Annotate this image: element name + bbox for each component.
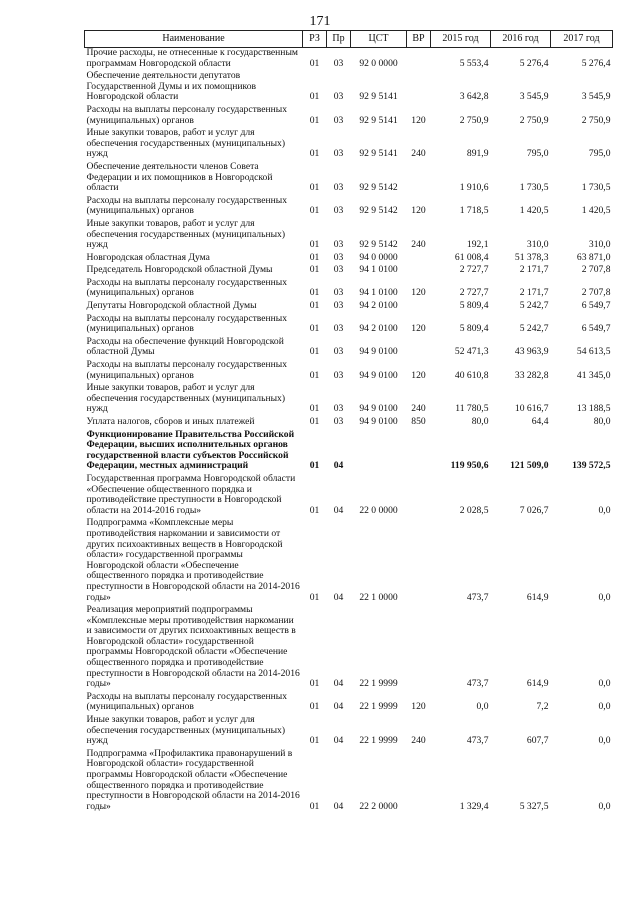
row-vr: 240 bbox=[411, 735, 426, 747]
row-rz: 01 bbox=[309, 403, 320, 415]
row-2017: 63 871,0 bbox=[576, 251, 611, 263]
row-rz: 01 bbox=[309, 239, 320, 251]
row-2016: 5 276,4 bbox=[519, 57, 549, 69]
row-name: Иные закупки товаров, работ и услуг для обеспечения государственных (муниципальных) нужд bbox=[86, 217, 286, 251]
row-rz: 01 bbox=[309, 369, 320, 381]
row-rz: 01 bbox=[309, 735, 320, 747]
row-2017: 80,0 bbox=[593, 416, 611, 427]
row-2016: 607,7 bbox=[526, 735, 549, 747]
table-row bbox=[85, 518, 613, 605]
row-pr: 03 bbox=[333, 416, 344, 427]
row-pr: 03 bbox=[333, 323, 344, 335]
row-pr: 03 bbox=[333, 91, 344, 103]
table-row bbox=[85, 692, 613, 715]
row-rz: 01 bbox=[309, 346, 320, 358]
row-pr: 04 bbox=[333, 591, 344, 603]
row-2015: 52 471,3 bbox=[454, 346, 489, 358]
row-pr: 03 bbox=[333, 369, 344, 381]
row-pr: 04 bbox=[333, 735, 344, 747]
row-2015: 40 610,8 bbox=[454, 369, 489, 381]
row-vr: 120 bbox=[411, 701, 426, 713]
row-2017: 6 549,7 bbox=[581, 323, 611, 335]
table-row bbox=[85, 301, 613, 314]
header-2017: 2017 год bbox=[551, 31, 613, 48]
row-2015: 119 950,6 bbox=[450, 460, 489, 472]
table-row bbox=[85, 196, 613, 219]
row-pr: 04 bbox=[333, 678, 344, 690]
row-2016: 310,0 bbox=[526, 239, 549, 251]
row-pr: 03 bbox=[333, 114, 344, 126]
header-vr: ВР bbox=[407, 31, 431, 48]
row-2016: 614,9 bbox=[526, 591, 549, 603]
row-2015: 2 028,5 bbox=[459, 504, 489, 516]
row-vr: 240 bbox=[411, 403, 426, 415]
row-cst: 22 1 0000 bbox=[359, 591, 398, 603]
row-name: Расходы на обеспечение функций Новгородской областной Думы bbox=[86, 335, 284, 358]
row-name: Реализация мероприятий подпрограммы «Комплексные меры противодействия наркомании и зависимости от других психоактивных веществ в Новгородской области» государственной программы Новгородской области «Обеспечение общественного порядка и противодействие преступности в Новгородской области на 2014-2016 годы» bbox=[86, 604, 300, 690]
table-row bbox=[85, 474, 613, 518]
row-2016: 3 545,9 bbox=[519, 91, 549, 103]
row-vr bbox=[407, 337, 431, 360]
table-row bbox=[85, 48, 613, 72]
row-vr: 120 bbox=[411, 323, 426, 335]
row-cst: 94 1 0100 bbox=[359, 287, 398, 299]
row-name: Расходы на выплаты персоналу государственных (муниципальных) органов bbox=[86, 194, 288, 217]
row-2017: 139 572,5 bbox=[572, 460, 611, 472]
table-row bbox=[85, 360, 613, 383]
row-2017: 0,0 bbox=[598, 800, 611, 812]
row-2015: 1 718,5 bbox=[459, 205, 489, 217]
row-vr bbox=[407, 749, 431, 815]
row-pr: 03 bbox=[333, 264, 344, 276]
row-2015: 5 809,4 bbox=[459, 300, 489, 312]
row-2017: 795,0 bbox=[588, 148, 611, 160]
row-2016: 5 242,7 bbox=[519, 300, 549, 312]
header-pr: Пр bbox=[327, 31, 351, 48]
row-2015: 473,7 bbox=[466, 735, 489, 747]
row-name: Обеспечение деятельности членов Совета Федерации и их помощников в Новгородской области bbox=[86, 160, 273, 194]
row-2015: 1 910,6 bbox=[459, 182, 489, 194]
row-vr bbox=[407, 518, 431, 605]
row-vr bbox=[407, 253, 431, 266]
table-body bbox=[85, 48, 613, 815]
row-rz: 01 bbox=[309, 264, 320, 276]
row-2017: 2 750,9 bbox=[581, 114, 611, 126]
row-pr: 03 bbox=[333, 205, 344, 217]
row-2017: 1 730,5 bbox=[581, 182, 611, 194]
row-name: Расходы на выплаты персоналу государственных (муниципальных) органов bbox=[86, 359, 288, 381]
table-row bbox=[85, 71, 613, 105]
row-pr: 03 bbox=[333, 251, 344, 263]
row-2016: 121 509,0 bbox=[510, 460, 549, 472]
row-2015: 3 642,8 bbox=[459, 91, 489, 103]
row-cst: 94 1 0100 bbox=[359, 264, 398, 276]
row-2015: 192,1 bbox=[466, 239, 489, 251]
row-rz: 01 bbox=[309, 701, 320, 713]
row-name: Депутаты Новгородской областной Думы bbox=[86, 300, 257, 312]
table-row bbox=[85, 605, 613, 692]
row-name: Обеспечение деятельности депутатов Государственной Думы и их помощников Новгородской области bbox=[86, 70, 257, 103]
table-row bbox=[85, 219, 613, 253]
row-2016: 2 171,7 bbox=[519, 264, 549, 276]
row-2015: 5 553,4 bbox=[459, 57, 489, 69]
row-cst: 22 1 9999 bbox=[359, 678, 398, 690]
row-vr: 120 bbox=[411, 205, 426, 217]
row-2017: 2 707,8 bbox=[581, 264, 611, 276]
header-name: Наименование bbox=[85, 31, 303, 48]
row-2016: 7,2 bbox=[536, 701, 549, 713]
row-name: Уплата налогов, сборов и иных платежей bbox=[86, 416, 255, 427]
header-rz: РЗ bbox=[303, 31, 327, 48]
row-cst: 92 9 5141 bbox=[359, 148, 398, 160]
row-2016: 7 026,7 bbox=[519, 504, 549, 516]
row-rz: 01 bbox=[309, 678, 320, 690]
row-cst: 22 1 9999 bbox=[359, 735, 398, 747]
row-vr: 120 bbox=[411, 287, 426, 299]
row-2017: 1 420,5 bbox=[581, 205, 611, 217]
table-row bbox=[85, 314, 613, 337]
row-2017: 0,0 bbox=[598, 591, 611, 603]
row-name: Прочие расходы, не отнесенные к государственным программам Новгородской области bbox=[86, 47, 298, 69]
row-cst: 92 0 0000 bbox=[359, 57, 398, 69]
row-rz: 01 bbox=[309, 205, 320, 217]
header-2015: 2015 год bbox=[431, 31, 491, 48]
row-vr: 240 bbox=[411, 148, 426, 160]
row-vr bbox=[407, 474, 431, 518]
row-2015: 2 727,7 bbox=[459, 287, 489, 299]
row-2015: 5 809,4 bbox=[459, 323, 489, 335]
row-2015: 473,7 bbox=[466, 591, 489, 603]
row-2017: 2 707,8 bbox=[581, 287, 611, 299]
row-2015: 0,0 bbox=[476, 701, 489, 713]
row-cst: 94 2 0100 bbox=[359, 300, 398, 312]
page-number: 171 bbox=[309, 14, 331, 29]
row-cst: 92 9 5141 bbox=[359, 114, 398, 126]
row-name: Иные закупки товаров, работ и услуг для обеспечения государственных (муниципальных) нужд bbox=[86, 382, 286, 415]
row-cst: 22 1 9999 bbox=[359, 701, 398, 713]
row-pr: 04 bbox=[333, 460, 344, 472]
table-row bbox=[85, 162, 613, 196]
row-rz: 01 bbox=[309, 148, 320, 160]
row-2017: 0,0 bbox=[598, 701, 611, 713]
row-name: Иные закупки товаров, работ и услуг для обеспечения государственных (муниципальных) нужд bbox=[86, 714, 286, 747]
row-2017: 0,0 bbox=[598, 735, 611, 747]
row-vr bbox=[407, 265, 431, 278]
row-name: Расходы на выплаты персоналу государственных (муниципальных) органов bbox=[86, 276, 288, 299]
row-rz: 01 bbox=[309, 800, 320, 812]
row-cst: 22 0 0000 bbox=[359, 504, 398, 516]
row-2016: 33 282,8 bbox=[514, 369, 549, 381]
row-cst: 94 9 0100 bbox=[359, 346, 398, 358]
row-rz: 01 bbox=[309, 460, 320, 472]
row-vr bbox=[407, 71, 431, 105]
row-rz: 01 bbox=[309, 91, 320, 103]
row-2017: 6 549,7 bbox=[581, 300, 611, 312]
row-pr: 03 bbox=[333, 182, 344, 194]
row-2015: 80,0 bbox=[471, 416, 489, 427]
row-rz: 01 bbox=[309, 323, 320, 335]
row-vr: 120 bbox=[411, 114, 426, 126]
row-rz: 01 bbox=[309, 287, 320, 299]
row-vr: 850 bbox=[411, 416, 426, 427]
row-name: Новгородская областная Дума bbox=[86, 251, 210, 263]
row-2015: 891,9 bbox=[466, 148, 489, 160]
row-2016: 64,4 bbox=[531, 416, 549, 427]
row-rz: 01 bbox=[309, 504, 320, 516]
row-2016: 1 420,5 bbox=[519, 205, 549, 217]
row-name: Подпрограмма «Комплексные меры противодействия наркомании и зависимости от других психоактивных веществ в Новгородской области» государственной программы Новгородской области «Обеспечение общественного порядка и противодействие преступности в Новгородской области на 2014-2016 годы» bbox=[86, 517, 300, 603]
row-2016: 43 963,9 bbox=[514, 346, 549, 358]
row-pr: 04 bbox=[333, 701, 344, 713]
row-name: Государственная программа Новгородской области «Обеспечение общественного порядка и противодействие преступности в Новгородской области на 2014-2016 годы» bbox=[86, 472, 296, 516]
row-rz: 01 bbox=[309, 114, 320, 126]
row-2017: 5 276,4 bbox=[581, 57, 611, 69]
table-row bbox=[85, 265, 613, 278]
row-cst: 92 9 5141 bbox=[359, 91, 398, 103]
table-row bbox=[85, 715, 613, 749]
row-name: Расходы на выплаты персоналу государственных (муниципальных) органов bbox=[86, 690, 288, 713]
table-row bbox=[85, 128, 613, 162]
table-row bbox=[85, 383, 613, 417]
row-rz: 01 bbox=[309, 591, 320, 603]
row-vr: 240 bbox=[411, 239, 426, 251]
row-rz: 01 bbox=[309, 300, 320, 312]
row-2017: 13 188,5 bbox=[576, 403, 611, 415]
row-vr: 120 bbox=[411, 369, 426, 381]
row-rz: 01 bbox=[309, 182, 320, 194]
row-name: Иные закупки товаров, работ и услуг для обеспечения государственных (муниципальных) нужд bbox=[86, 127, 286, 160]
row-2016: 10 616,7 bbox=[514, 403, 549, 415]
row-rz: 01 bbox=[309, 251, 320, 263]
row-cst: 92 9 5142 bbox=[359, 182, 398, 194]
row-cst: 94 2 0100 bbox=[359, 323, 398, 335]
table-row bbox=[85, 278, 613, 301]
row-pr: 03 bbox=[333, 57, 344, 69]
row-name: Функционирование Правительства Российской Федерации, высших исполнительных органов государственной власти субъектов Российской Федерации, местных администраций bbox=[86, 428, 295, 472]
row-2015: 2 727,7 bbox=[459, 264, 489, 276]
row-2016: 795,0 bbox=[526, 148, 549, 160]
row-2015: 61 008,4 bbox=[454, 251, 489, 263]
row-pr: 03 bbox=[333, 239, 344, 251]
row-vr bbox=[407, 430, 431, 474]
row-cst: 22 2 0000 bbox=[359, 800, 398, 812]
table-row bbox=[85, 749, 613, 815]
row-name: Подпрограмма «Профилактика правонарушений в Новгородской области» государственной программы Новгородской области «Обеспечение общественного порядка и противодействие преступности в Новгородской области на 2014-2016 годы» bbox=[86, 747, 300, 812]
row-2016: 614,9 bbox=[526, 678, 549, 690]
row-pr: 03 bbox=[333, 300, 344, 312]
row-2016: 5 327,5 bbox=[519, 800, 549, 812]
row-name: Председатель Новгородской областной Думы bbox=[86, 264, 273, 276]
row-cst bbox=[351, 430, 407, 474]
row-pr: 04 bbox=[333, 800, 344, 812]
row-2016: 2 171,7 bbox=[519, 287, 549, 299]
header-cst: ЦСТ bbox=[351, 31, 407, 48]
table-row bbox=[85, 430, 613, 474]
table-row bbox=[85, 105, 613, 128]
row-pr: 03 bbox=[333, 287, 344, 299]
table-row bbox=[85, 417, 613, 430]
row-rz: 01 bbox=[309, 57, 320, 69]
row-2017: 54 613,5 bbox=[576, 346, 611, 358]
row-vr bbox=[407, 162, 431, 196]
row-vr bbox=[407, 48, 431, 72]
header-2016: 2016 год bbox=[491, 31, 551, 48]
row-cst: 94 0 0000 bbox=[359, 251, 398, 263]
row-cst: 94 9 0100 bbox=[359, 403, 398, 415]
row-2017: 41 345,0 bbox=[576, 369, 611, 381]
row-2015: 2 750,9 bbox=[459, 114, 489, 126]
row-2017: 3 545,9 bbox=[581, 91, 611, 103]
row-2016: 2 750,9 bbox=[519, 114, 549, 126]
budget-table bbox=[84, 30, 613, 814]
row-cst: 92 9 5142 bbox=[359, 239, 398, 251]
row-2016: 1 730,5 bbox=[519, 182, 549, 194]
row-cst: 94 9 0100 bbox=[359, 369, 398, 381]
row-2016: 51 378,3 bbox=[514, 251, 549, 263]
table-header-row bbox=[85, 31, 613, 48]
row-vr bbox=[407, 301, 431, 314]
row-name: Расходы на выплаты персоналу государственных (муниципальных) органов bbox=[86, 312, 288, 335]
table-row bbox=[85, 337, 613, 360]
row-pr: 03 bbox=[333, 346, 344, 358]
row-2017: 0,0 bbox=[598, 504, 611, 516]
row-pr: 03 bbox=[333, 148, 344, 160]
row-2015: 11 780,5 bbox=[455, 403, 489, 415]
row-2017: 0,0 bbox=[598, 678, 611, 690]
row-pr: 04 bbox=[333, 504, 344, 516]
row-pr: 03 bbox=[333, 403, 344, 415]
row-cst: 92 9 5142 bbox=[359, 205, 398, 217]
row-2015: 1 329,4 bbox=[459, 800, 489, 812]
row-cst: 94 9 0100 bbox=[359, 416, 398, 427]
row-2016: 5 242,7 bbox=[519, 323, 549, 335]
row-vr bbox=[407, 605, 431, 692]
row-name: Расходы на выплаты персоналу государственных (муниципальных) органов bbox=[86, 103, 288, 126]
row-rz: 01 bbox=[309, 416, 320, 427]
row-2015: 473,7 bbox=[466, 678, 489, 690]
row-2017: 310,0 bbox=[588, 239, 611, 251]
